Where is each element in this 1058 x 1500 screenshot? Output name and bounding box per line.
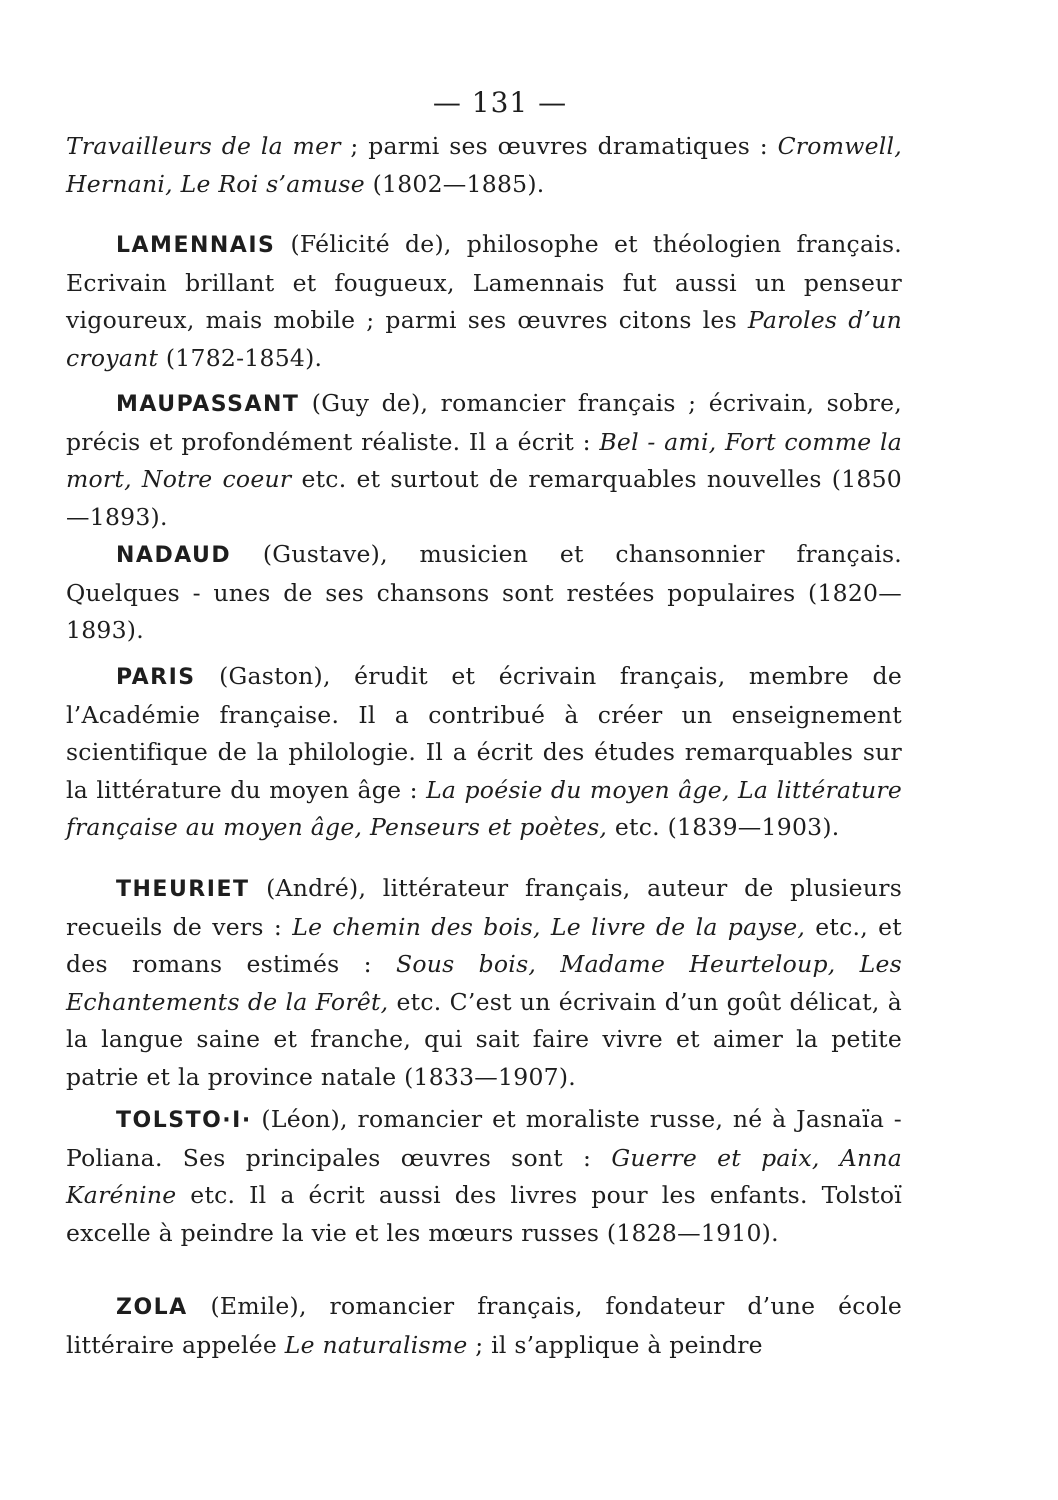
entry-text: (Gustave), musicien et chansonnier français. Quelques - unes de ses chansons sont restées populaires (1820—1893). bbox=[66, 540, 902, 644]
entry-text: etc., et des romans estimés : bbox=[66, 912, 902, 978]
work-title: Sous bois, Madame Heurteloup, Les Echantements de la Forêt, bbox=[66, 950, 902, 1016]
entry-lamennais bbox=[66, 226, 902, 377]
entry-theuriet bbox=[66, 870, 902, 1096]
author-name: LAMENNAIS bbox=[116, 233, 276, 258]
author-name: PARIS bbox=[116, 665, 196, 690]
author-name: TOLSTO·I· bbox=[116, 1108, 252, 1133]
entry-text: (Léon), romancier et moraliste russe, né à Jasnaïa - Poliana. Ses principales œuvres sont : bbox=[66, 1105, 902, 1172]
entry-text: (Emile), romancier français, fondateur d’une école littéraire appelée bbox=[66, 1292, 902, 1359]
author-name: NADAUD bbox=[116, 543, 232, 568]
entry-text: etc. C’est un écrivain d’un goût délicat, à la langue saine et franche, qui sait faire vivre et aimer la petite patrie et la province natale (1833—1907). bbox=[66, 987, 902, 1091]
entry-text: (1802—1885). bbox=[364, 169, 545, 198]
page-number: — 131 — bbox=[432, 86, 568, 119]
entry-text: ; il s’applique à peindre bbox=[467, 1330, 763, 1359]
work-title: Travailleurs de la mer bbox=[66, 132, 341, 160]
author-name: THEURIET bbox=[116, 877, 250, 902]
entry-text: ; parmi ses œuvres dramatiques : bbox=[340, 132, 778, 160]
entry-text: etc. et surtout de remarquables nouvelles (1850—1893). bbox=[66, 465, 902, 531]
entry-text: etc. (1839—1903). bbox=[607, 813, 840, 841]
entry-text: (Félicité de), philosophe et théologien français. Ecrivain brillant et fougueux, Lamennais fut aussi un penseur vigoureux, mais mobile ; parmi ses œuvres citons les bbox=[66, 230, 902, 334]
continuation-paragraph bbox=[66, 128, 902, 203]
work-title: La poésie du moyen âge, La littérature française au moyen âge, Penseurs et poètes, bbox=[66, 775, 902, 841]
entry-paris bbox=[66, 658, 902, 847]
entry-maupassant bbox=[66, 385, 902, 536]
author-name: ZOLA bbox=[116, 1295, 188, 1320]
work-title: Bel - ami, Fort comme la mort, Notre coeur bbox=[66, 427, 903, 493]
entry-text: (Gaston), érudit et écrivain français, membre de l’Académie française. Il a contribué à créer un enseignement scientifique de la philologie. Il a écrit des études remarquables sur la littérature du moyen âge : bbox=[66, 662, 902, 804]
entry-text: (André), littérateur français, auteur de plusieurs recueils de vers : bbox=[66, 874, 902, 941]
work-title: Paroles d’un croyant bbox=[66, 306, 902, 372]
work-title: Le chemin des bois, Le livre de la payse, bbox=[292, 912, 806, 941]
work-title: Guerre et paix, Anna Karénine bbox=[66, 1143, 903, 1209]
work-title: Cromwell, Hernani, Le Roi s’amuse bbox=[66, 132, 902, 198]
entry-text: (Guy de), romancier français ; écrivain, sobre, précis et profondément réaliste. Il a écrit : bbox=[66, 389, 902, 456]
author-name: MAUPASSANT bbox=[116, 392, 300, 417]
entry-text: etc. Il a écrit aussi des livres pour les enfants. Tolstoï excelle à peindre la vie et les mœurs russes (1828—1910). bbox=[66, 1181, 902, 1247]
entry-zola bbox=[66, 1288, 902, 1364]
work-title: Le naturalisme bbox=[284, 1330, 468, 1359]
entry-nadaud bbox=[66, 536, 902, 650]
entry-text: (1782-1854). bbox=[158, 343, 323, 372]
entry-tolstoi bbox=[66, 1101, 902, 1252]
